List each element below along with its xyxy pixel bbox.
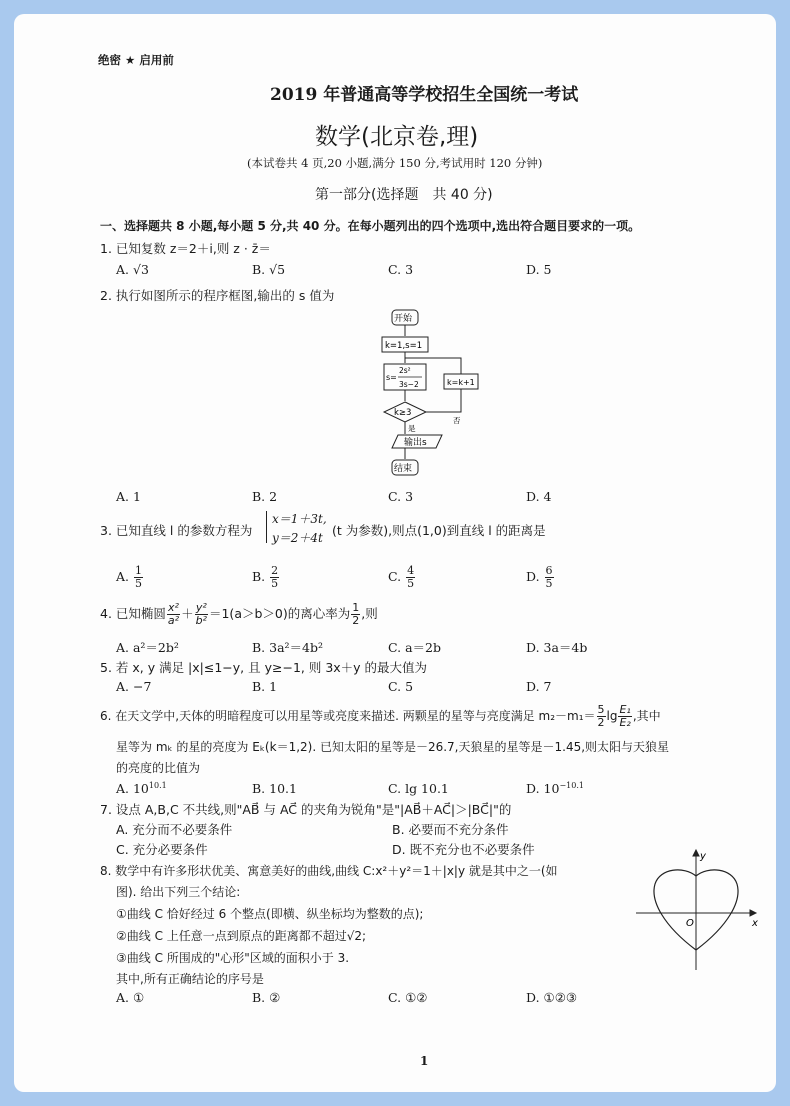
question-2-option-a: A. 1 bbox=[116, 489, 141, 504]
question-6-line-2: 星等为 mₖ 的星的亮度为 Eₖ(k＝1,2). 已知太阳的星等是－26.7,天狼星的星等是－1.45,则太阳与天狼星 bbox=[116, 740, 670, 754]
question-3-equation-1: x＝1＋3t, bbox=[272, 512, 327, 526]
flow-condition-label: k≥3 bbox=[394, 408, 412, 418]
question-8-option-a: A. ① bbox=[116, 990, 145, 1005]
question-8-line-2: 图). 给出下列三个结论: bbox=[116, 885, 241, 899]
y-axis-label: y bbox=[700, 851, 706, 862]
flow-assign-numerator: 2s² bbox=[399, 366, 411, 375]
confidential-label: 绝密 ★ 启用前 bbox=[98, 53, 174, 67]
section-instructions: 一、选择题共 8 小题,每小题 5 分,共 40 分。在每小题列出的四个选项中,选出符合题目要求的一项。 bbox=[100, 219, 641, 233]
question-8-option-d: D. ①②③ bbox=[526, 990, 578, 1005]
flow-increment-label: k=k+1 bbox=[447, 378, 475, 387]
question-2-stem: 2. 执行如图所示的程序框图,输出的 s 值为 bbox=[100, 288, 335, 303]
question-2-option-b: B. 2 bbox=[252, 489, 278, 504]
flow-start-label: 开始 bbox=[394, 314, 413, 324]
exam-page bbox=[14, 14, 776, 1092]
question-8-statement-4: 其中,所有正确结论的序号是 bbox=[116, 972, 264, 986]
question-1-stem: 1. 已知复数 z＝2＋i,则 z · z̄＝ bbox=[100, 241, 271, 256]
question-7-option-a: A. 充分而不必要条件 bbox=[116, 822, 233, 837]
question-7-option-b: B. 必要而不充分条件 bbox=[392, 822, 509, 837]
x-axis-label: x bbox=[752, 918, 758, 929]
question-8-statement-1: ①曲线 C 恰好经过 6 个整点(即横、纵坐标均为整数的点); bbox=[116, 907, 424, 921]
question-3-stem-pre: 3. 已知直线 l 的参数方程为 bbox=[100, 523, 253, 538]
question-3-equation-2: y＝2＋4t bbox=[272, 531, 323, 545]
exam-title: 2019 年普通高等学校招生全国统一考试 bbox=[270, 85, 579, 105]
flow-init-label: k=1,s=1 bbox=[385, 341, 423, 351]
question-5-option-d: D. 7 bbox=[526, 679, 552, 694]
question-3-option-a: A. $\frac{1}{5}$ bbox=[116, 564, 142, 590]
question-2-option-d: D. 4 bbox=[526, 489, 552, 504]
question-8-statement-3: ③曲线 C 所围成的"心形"区域的面积小于 3. bbox=[116, 951, 350, 965]
question-7-stem: 7. 设点 A,B,C 不共线,则"AB⃗ 与 AC⃗ 的夹角为锐角"是"|AB⃗＋AC⃗|＞|BC⃗|"的 bbox=[100, 802, 512, 817]
question-1-option-b: B. √5 bbox=[252, 262, 286, 277]
exam-note: (本试卷共 4 页,20 小题,满分 150 分,考试用时 120 分钟) bbox=[247, 156, 543, 170]
question-3-option-d: D. $\frac{6}{5}$ bbox=[526, 564, 553, 590]
question-4-option-b: B. 3a²＝4b² bbox=[252, 640, 324, 655]
question-4-option-a: A. a²＝2b² bbox=[116, 640, 179, 655]
question-6-option-a: A. $10^{10.1}$ bbox=[116, 781, 167, 797]
flow-assign-lhs: s= bbox=[386, 373, 397, 382]
question-6-option-c: C. lg 10.1 bbox=[388, 781, 449, 796]
y-axis-arrow bbox=[693, 850, 699, 856]
question-4-option-d: D. 3a＝4b bbox=[526, 640, 588, 655]
question-4-option-c: C. a＝2b bbox=[388, 640, 441, 655]
heart-curve-figure bbox=[632, 846, 762, 974]
flow-yes-label: 是 bbox=[408, 424, 416, 433]
question-6-option-d: D. $10^{-10.1}$ bbox=[526, 781, 584, 797]
question-6-option-b: B. 10.1 bbox=[252, 781, 297, 796]
question-1-option-c: C. 3 bbox=[388, 262, 414, 277]
question-3-stem-post: (t 为参数),则点(1,0)到直线 l 的距离是 bbox=[332, 523, 546, 538]
question-1-option-a: A. √3 bbox=[116, 262, 149, 277]
question-5-option-a: A. −7 bbox=[116, 679, 152, 694]
question-1-option-d: D. 5 bbox=[526, 262, 552, 277]
flowchart bbox=[364, 306, 494, 478]
question-5-stem: 5. 若 x, y 满足 |x|≤1−y, 且 y≥−1, 则 3x＋y 的最大值为 bbox=[100, 660, 428, 675]
question-6-line-3: 的亮度的比值为 bbox=[116, 761, 201, 775]
question-7-option-d: D. 既不充分也不必要条件 bbox=[392, 842, 535, 857]
page-number: 1 bbox=[420, 1054, 429, 1068]
x-axis-arrow bbox=[750, 910, 756, 916]
question-7-option-c: C. 充分必要条件 bbox=[116, 842, 208, 857]
question-5-option-c: C. 5 bbox=[388, 679, 414, 694]
question-8-line-1: 8. 数学中有许多形状优美、寓意美好的曲线,曲线 C:x²＋y²＝1＋|x|y 就是其中之一(如 bbox=[100, 864, 558, 878]
subject-title: 数学(北京卷,理) bbox=[315, 124, 479, 150]
question-8-statement-2: ②曲线 C 上任意一点到原点的距离都不超过√2; bbox=[116, 929, 367, 943]
question-3-brace bbox=[266, 511, 271, 543]
flow-no-label: 否 bbox=[453, 416, 461, 425]
question-5-option-b: B. 1 bbox=[252, 679, 278, 694]
question-3-option-b: B. $\frac{2}{5}$ bbox=[252, 564, 279, 590]
flow-end-label: 结束 bbox=[394, 464, 413, 474]
question-4-stem: 4. 已知椭圆 $\frac{\text{x²}}{\text{a²}}$ ＋ $\frac{\text{y²}}{\text{b²}}$ ＝1(a＞b＞0)的离心率为 $\frac{1}{2}$ ,则 bbox=[100, 601, 378, 627]
question-8-option-c: C. ①② bbox=[388, 990, 428, 1005]
question-3-option-c: C. $\frac{4}{5}$ bbox=[388, 564, 415, 590]
part-title: 第一部分(选择题 共 40 分) bbox=[315, 187, 493, 203]
flow-assign-denominator: 3s−2 bbox=[399, 380, 419, 389]
question-2-option-c: C. 3 bbox=[388, 489, 414, 504]
flow-output-label: 输出s bbox=[404, 438, 427, 448]
origin-label: O bbox=[686, 918, 694, 929]
question-8-option-b: B. ② bbox=[252, 990, 281, 1005]
question-6-line-1: 6. 在天文学中,天体的明暗程度可以用星等或亮度来描述. 两颗星的星等与亮度满足 m₂－m₁＝ $\frac{5}{2}$ lg $\frac{\text{E₁}}{\text{E₂}}$ ,其中 bbox=[100, 703, 661, 729]
